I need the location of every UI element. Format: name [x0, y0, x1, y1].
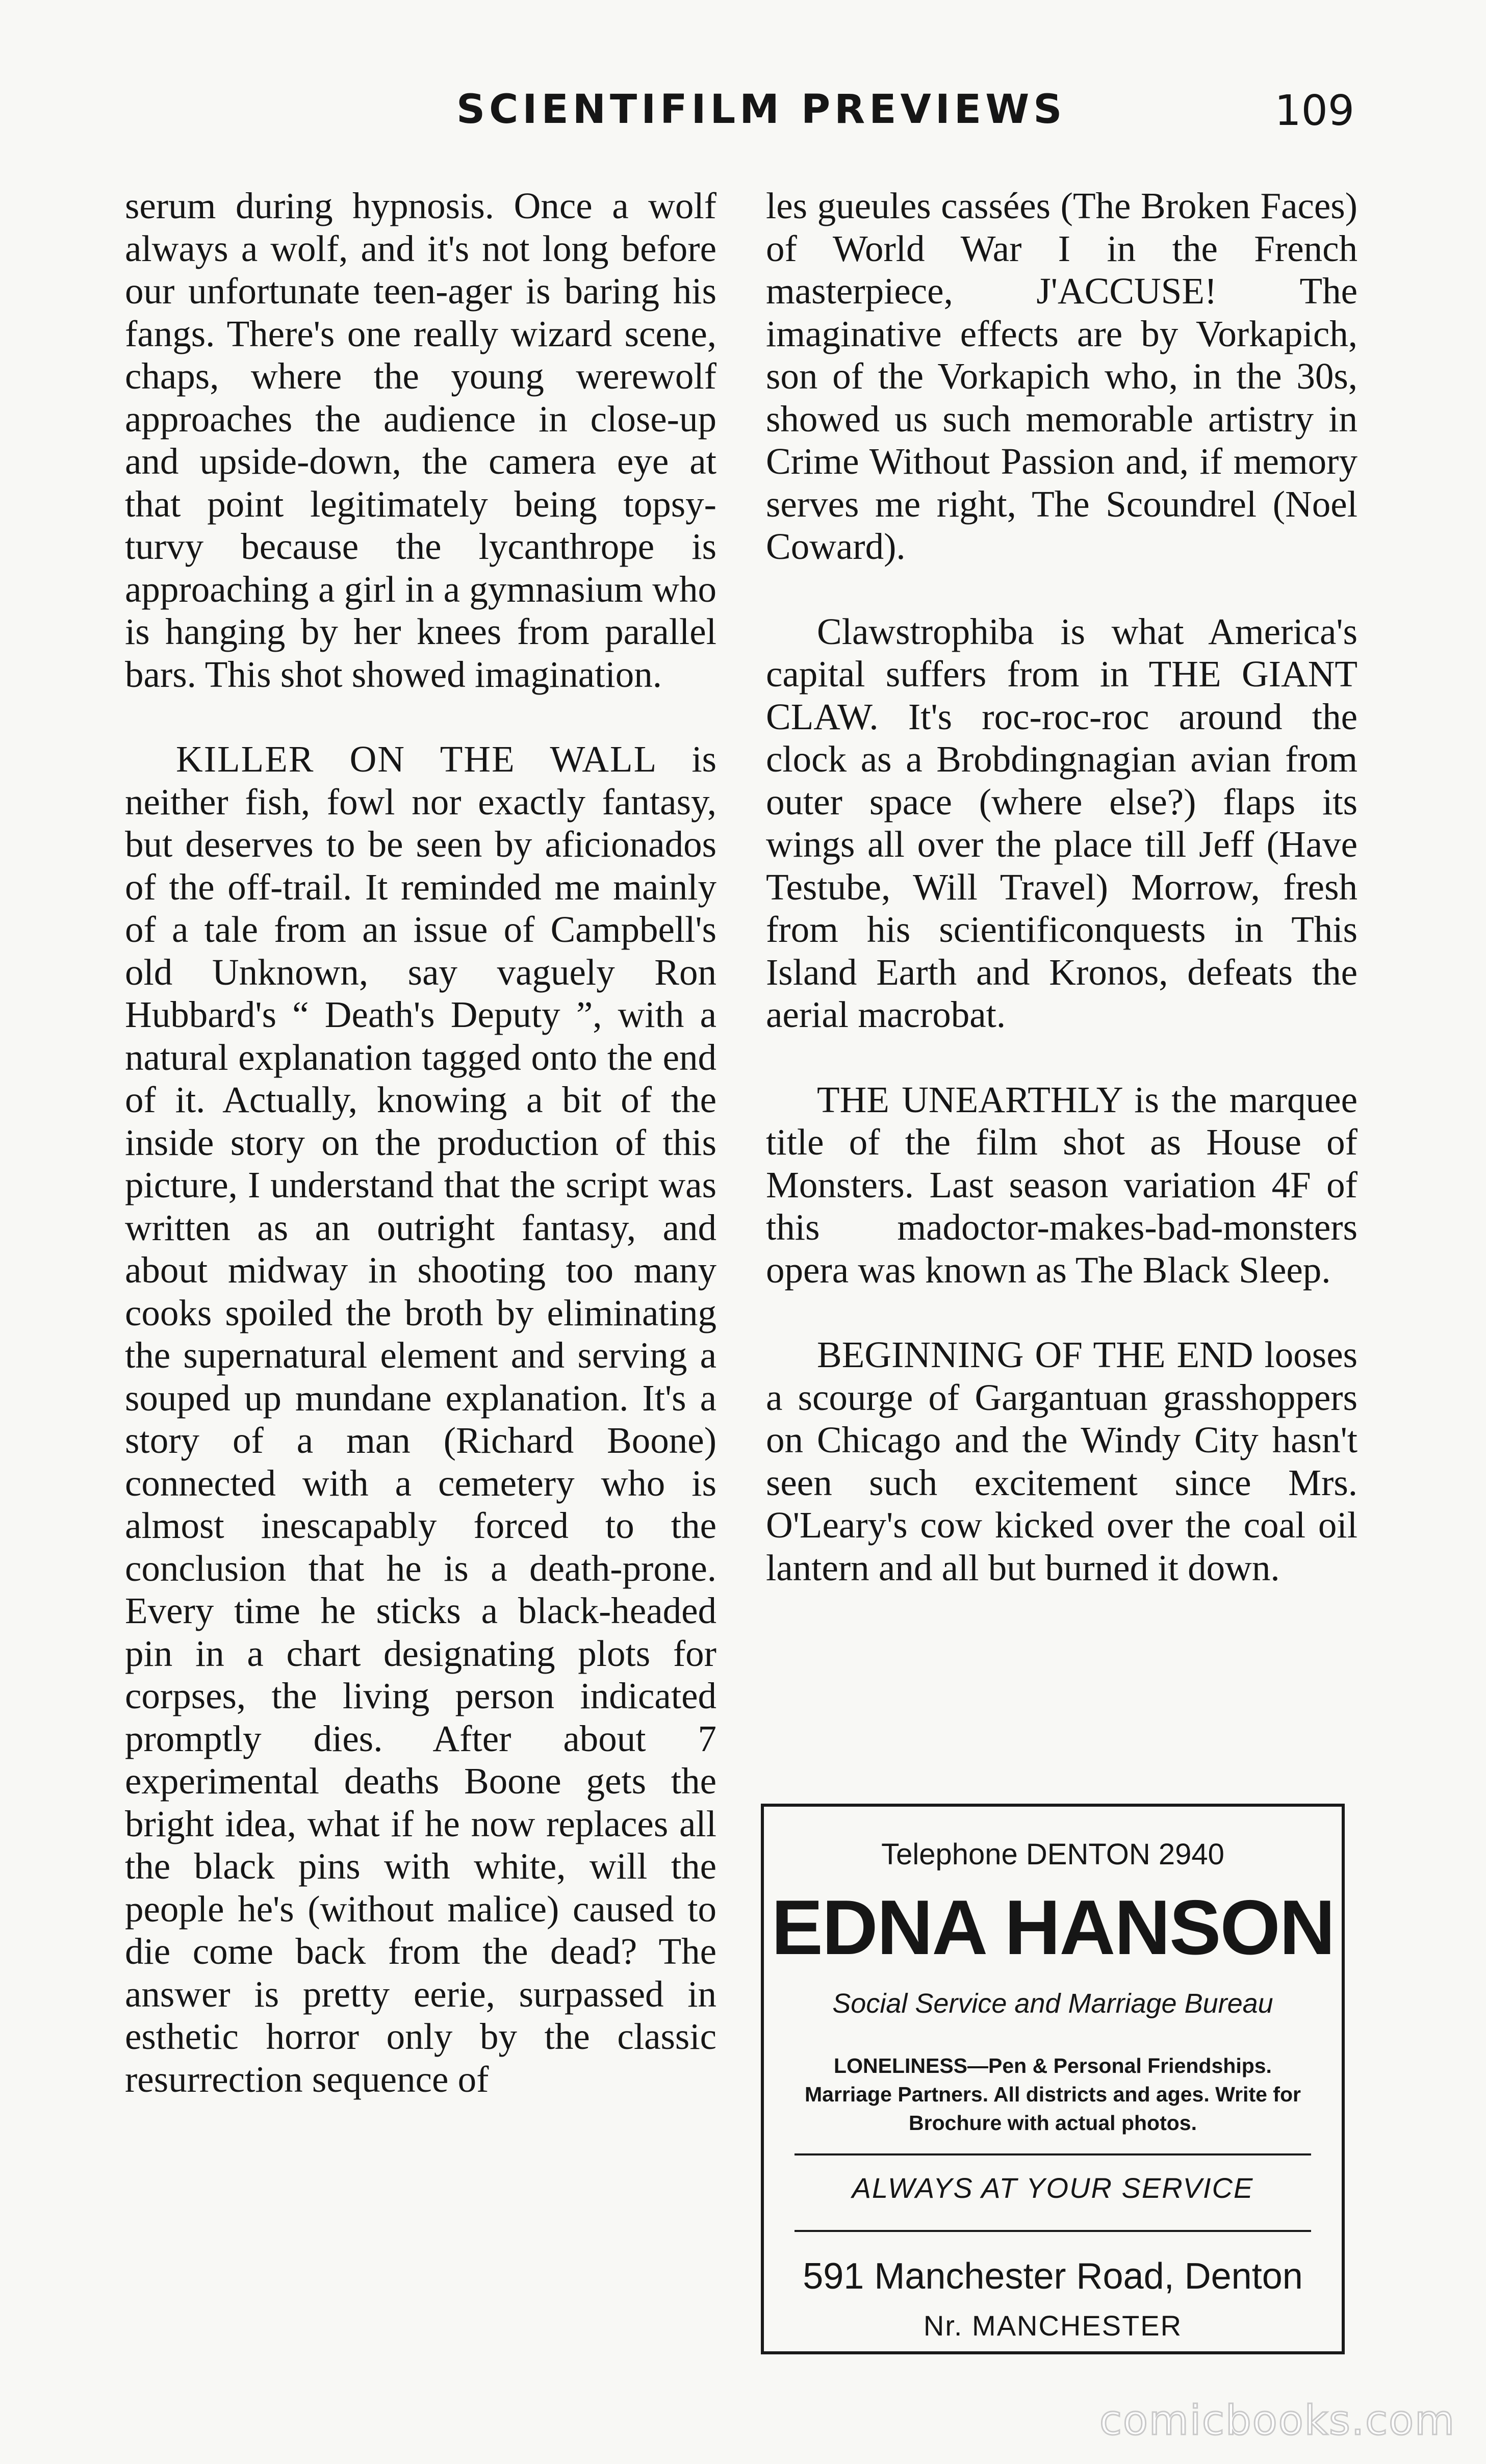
ad-address: 591 Manchester Road, Denton: [803, 2256, 1303, 2297]
ad-tagline: Social Service and Marriage Bureau: [832, 1988, 1273, 2019]
left-column: [125, 185, 716, 2100]
running-title: SCIENTIFILM PREVIEWS: [456, 87, 1066, 133]
left-paragraph-2-body: is neither fish, fowl nor exactly fantasy, but deserves to be seen by aficionados of the off-trail. It reminded me mainly of a tale from an issue of Campbell's old Unknown, say vaguely Ron Hubbard's “ Death's Deputy ”, with a natural explanation tagged onto the end of it. Actually, knowing a bit of the inside story on the production of this picture, I understand that the script was written as an outright fantasy, and about midway in shooting too many cooks spoiled the broth by eliminating the supernatural element and serving a souped up mundane explanation. It's a story of a man (Richard Boone) connected with a cemetery who is almost inescapably forced to the conclusion that he is a death-prone. Every time he sticks a black-headed pin in a chart designating plots for corpses, the living person indicated promptly dies. After about 7 experimental deaths Boone gets the bright idea, what if he now replaces all the black pins with white, will the people he's (without malice) caused to die come back from the dead? The answer is pretty eerie, surpassed in esthetic horror only by the classic resurrection sequence of: [125, 738, 717, 2100]
ad-telephone: Telephone DENTON 2940: [881, 1838, 1224, 1871]
page-number: 109: [1274, 87, 1354, 135]
ad-business-name: EDNA HANSON: [771, 1884, 1335, 1971]
right-paragraph-1: les gueules cassées (The Broken Faces) of World War I in the French masterpiece, J'ACCUSE! The imaginative effects are by Vorkapich, son of the Vorkapich who, in the 30s, showed us such memorable artistry in Crime Without Passion and, if memory serves me right, The Scoundrel (Noel Coward).: [766, 185, 1357, 567]
ad-features: LONELINESS—Pen & Personal Friendships. Marriage Partners. All districts and ages. Write for Brochure with actual photos.: [805, 2054, 1301, 2135]
ad-slogan: ALWAYS AT YOUR SERVICE: [852, 2172, 1254, 2204]
classified-advertisement: [761, 1804, 1345, 2354]
right-paragraph-3: THE UNEARTHLY is the marquee title of the film shot as House of Monsters. Last season variation 4F of this madoctor-makes-bad-monsters opera was known as The Black Sleep.: [766, 1079, 1357, 1291]
page-header: [0, 87, 1486, 138]
right-paragraph-4: BEGINNING OF THE END looses a scourge of Gargantuan grasshoppers on Chicago and the Windy City hasn't seen such excitement since Mrs. O'Leary's cow kicked over the coal oil lantern and all but burned it down.: [766, 1334, 1357, 1588]
watermark: comicbooks.com: [1099, 2397, 1455, 2444]
right-paragraph-2: Clawstrophiba is what America's capital suffers from in THE GIANT CLAW. It's roc-roc-roc around the clock as a Brobdingnagian avian from outer space (where else?) flaps its wings all over the place till Jeff (Have Testube, Will Travel) Morrow, fresh from his scientificonquests in This Island Earth and Kronos, defeats the aerial macrobat.: [766, 610, 1357, 1035]
left-paragraph-1: serum during hypnosis. Once a wolf always a wolf, and it's not long before our unfortunate teen-ager is baring his fangs. There's one really wizard scene, chaps, where the young werewolf approaches the audience in close-up and upside-down, the camera eye at that point legitimately being topsy-turvy because the lycanthrope is approaching a girl in a gymnasium who is hanging by her knees from parallel bars. This shot showed imagination.: [125, 185, 716, 695]
right-column: [766, 185, 1357, 1589]
film-title-killer-on-the-wall: KILLER ON THE WALL: [176, 738, 658, 780]
ad-city: Nr. MANCHESTER: [923, 2309, 1183, 2342]
left-paragraph-2: [125, 738, 716, 2100]
ad-divider: [795, 2230, 1311, 2232]
ad-divider: [795, 2153, 1311, 2155]
